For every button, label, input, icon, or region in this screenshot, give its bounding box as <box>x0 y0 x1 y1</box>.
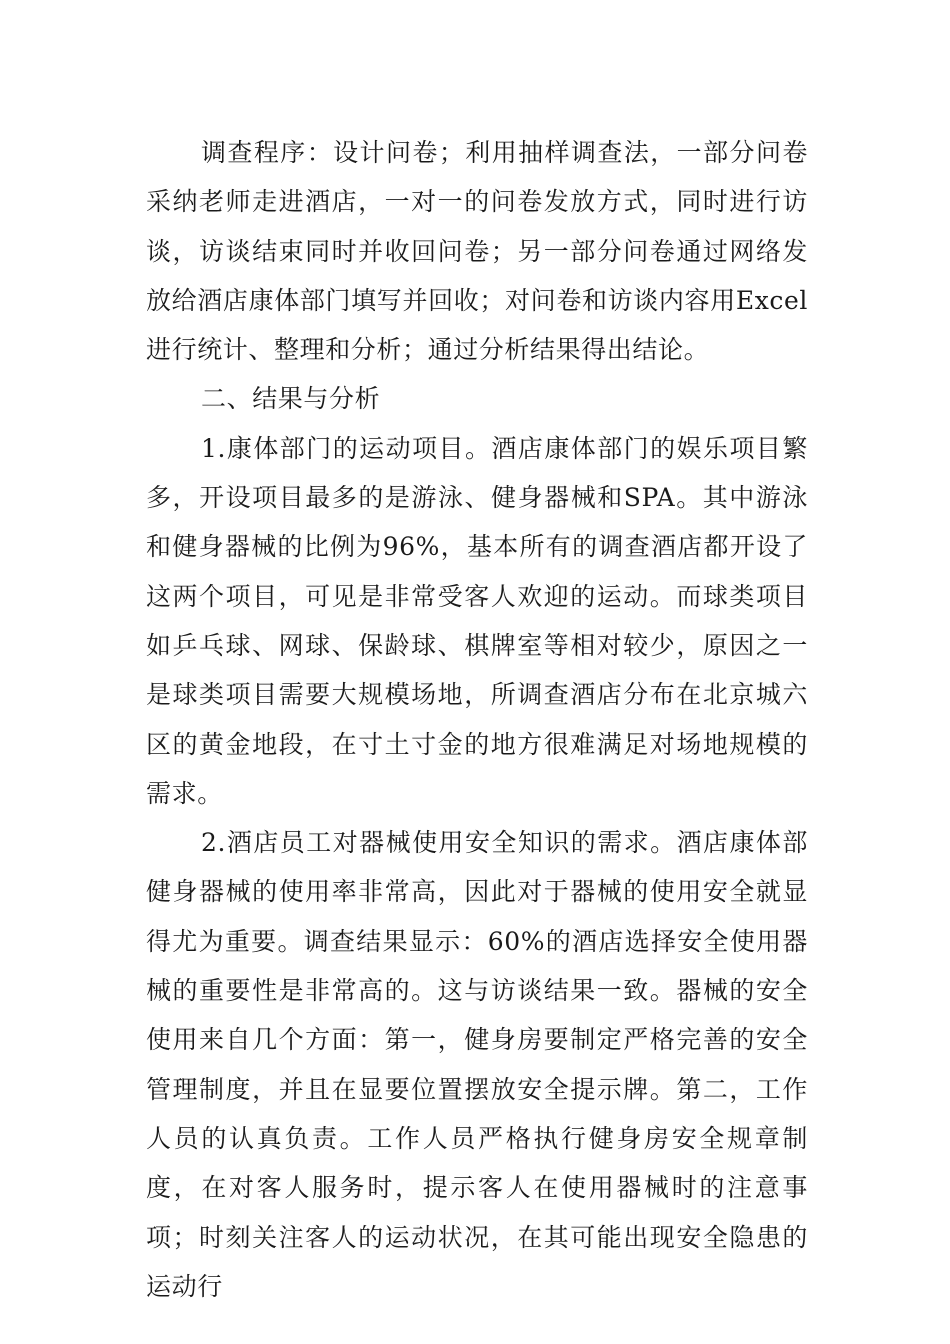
paragraph-sports-items: 1.康体部门的运动项目。酒店康体部门的娱乐项目繁多，开设项目最多的是游泳、健身器械和SPA。其中游泳和健身器械的比例为96%，基本所有的调查酒店都开设了这两个项目，可见是非常受客人欢迎的运动。而球类项目如乒乓球、网球、保龄球、棋牌室等相对较少，原因之一是球类项目需要大规模场地，所调查酒店分布在北京城六区的黄金地段，在寸土寸金的地方很难满足对场地规模的需求。 <box>146 433 808 808</box>
paragraph-survey-procedure: 调查程序：设计问卷；利用抽样调查法，一部分问卷采纳老师走进酒店，一对一的问卷发放方式，同时进行访谈，访谈结束同时并收回问卷；另一部分问卷通过网络发放给酒店康体部门填写并回收；对问卷和访谈内容用Excel进行统计、整理和分析；通过分析结果得出结论。 <box>146 138 808 365</box>
section-heading-results-analysis: 二、结果与分析 <box>201 384 381 414</box>
document-body <box>146 128 808 1311</box>
paragraph-equipment-safety: 2.酒店员工对器械使用安全知识的需求。酒店康体部健身器械的使用率非常高，因此对于器械的使用安全就显得尤为重要。调查结果显示：60%的酒店选择安全使用器械的重要性是非常高的。这与访谈结果一致。器械的安全使用来自几个方面：第一，健身房要制定严格完善的安全管理制度，并且在显要位置摆放安全提示牌。第二，工作人员的认真负责。工作人员严格执行健身房安全规章制度，在对客人服务时，提示客人在使用器械时的注意事项；时刻关注客人的运动状况，在其可能出现安全隐患的运动行 <box>146 828 808 1301</box>
